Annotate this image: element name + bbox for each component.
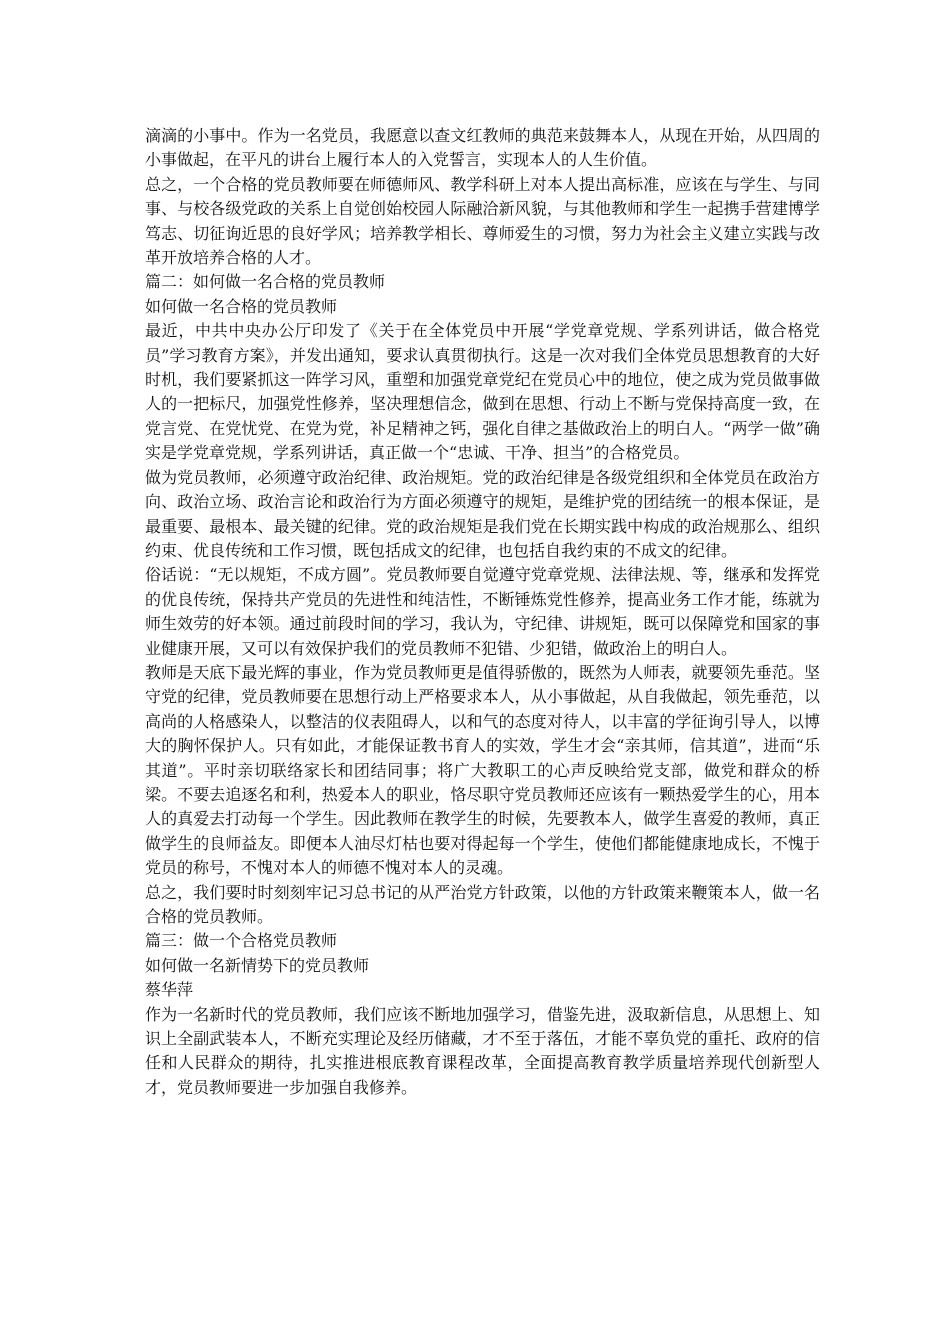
paragraph-political-discipline: 做为党员教师，必须遵守政治纪律、政治规矩。党的政治纪律是各级党组织和全体党员在政治方向、政治立场、政治言论和政治行为方面必须遵守的规矩，是维护党的团结统一的根本保证，是最重要、最根本、最关键的纪律。党的政治规矩是我们党在长期实践中构成的政治规那么、组织约束、优良传统和工作习惯，既包括成文的纪律，也包括自我约束的不成文的纪律。 xyxy=(145,467,820,560)
section-heading-part-2: 篇二：如何做一名合格的党员教师 xyxy=(145,272,386,292)
paragraph-rules-proverb: 俗话说：“无以规矩，不成方圆”。党员教师要自觉遵守党章党规、法律法规、等，继承和发挥党的优良传统，保持共产党员的先进性和纯洁性，不断锤炼党性修养，提高业务工作才能，练就为师生效劳的好本领。通过前段时间的学习，我认为，守纪律、讲规矩，既可以保障党和国家的事业健康开展，又可以有效保护我们的党员教师不犯错、少犯错，做政治上的明白人。 xyxy=(145,565,820,658)
paragraph-summary-2: 总之，我们要时时刻刻牢记习总书记的从严治党方针政策，以他的方针政策来鞭策本人，做一名合格的党员教师。 xyxy=(145,882,820,926)
paragraph-new-era: 作为一名新时代的党员教师，我们应该不断地加强学习，借鉴先进，汲取新信息，从思想上、知识上全副武装本人，不断充实理论及经历储藏，才不至于落伍，才能不辜负党的重托、政府的信任和人民群众的期待，扎实推进根底教育课程改革，全面提高教育教学质量培养现代创新型人才，党员教师要进一步加强自我修养。 xyxy=(145,1004,820,1097)
paragraph-recent-notice: 最近，中共中央办公厅印发了《关于在全体党员中开展“学党章党规、学系列讲话，做合格党员”学习教育方案》，并发出通知，要求认真贯彻执行。这是一次对我们全体党员思想教育的大好时机，我们要紧抓这一阵学习风，重塑和加强党章党纪在党员心中的地位，使之成为党员做事做人的一把标尺，加强党性修养，坚决理想信念，做到在思想、行动上不断与党保持高度一致，在党言党、在党忧党、在党为党，补足精神之钙，强化自律之基做政治上的明白人。“两学一做”确实是学党章党规，学系列讲话，真正做一个“忠诚、干净、担当”的合格党员。 xyxy=(145,321,820,463)
paragraph-continuation: 滴滴的小事中。作为一名党员，我愿意以查文红教师的典范来鼓舞本人，从现在开始，从四周的小事做起，在平凡的讲台上履行本人的入党誓言，实现本人的人生价值。 xyxy=(145,126,820,170)
section-heading-part-3: 篇三：做一个合格党员教师 xyxy=(145,931,338,951)
article-title-part-3: 如何做一名新情势下的党员教师 xyxy=(145,955,370,975)
paragraph-teacher-career: 教师是天底下最光辉的事业，作为党员教师更是值得骄傲的，既然为人师表，就要领先垂范。坚守党的纪律，党员教师要在思想行动上严格要求本人，从小事做起，从自我做起，领先垂范，以高尚的人格感染人，以整洁的仪表阻碍人，以和气的态度对待人，以丰富的学征询引导人，以博大的胸怀保护人。只有如此，才能保证教书育人的实效，学生才会“亲其师，信其道”，进而“乐其道”。平时亲切联络家长和团结同事；将广大教职工的心声反映给党支部，做党和群众的桥梁。不要去追逐名和利，热爱本人的职业，恪尽职守党员教师还应该有一颗热爱学生的心，用本人的真爱去打动每一个学生。因此教师在教学生的时候，先要教本人，做学生喜爱的教师，真正做学生的良师益友。即便本人油尽灯枯也要对得起每一个学生，使他们都能健康地成长，不愧于党员的称号，不愧对本人的师德不愧对本人的灵魂。 xyxy=(145,662,820,878)
article-title-part-2: 如何做一名合格的党员教师 xyxy=(145,296,338,316)
document-body xyxy=(145,124,820,1100)
author-name: 蔡华萍 xyxy=(145,980,194,1000)
paragraph-summary-1: 总之，一个合格的党员教师要在师德师风、教学科研上对本人提出高标准，应该在与学生、与同事、与校各级党政的关系上自觉创始校园人际融洽新风貌，与其他教师和学生一起携手营建博学笃志、切征询近思的良好学风；培养教学相长、尊师爱生的习惯，努力为社会主义建立实践与改革开放培养合格的人才。 xyxy=(145,174,820,268)
